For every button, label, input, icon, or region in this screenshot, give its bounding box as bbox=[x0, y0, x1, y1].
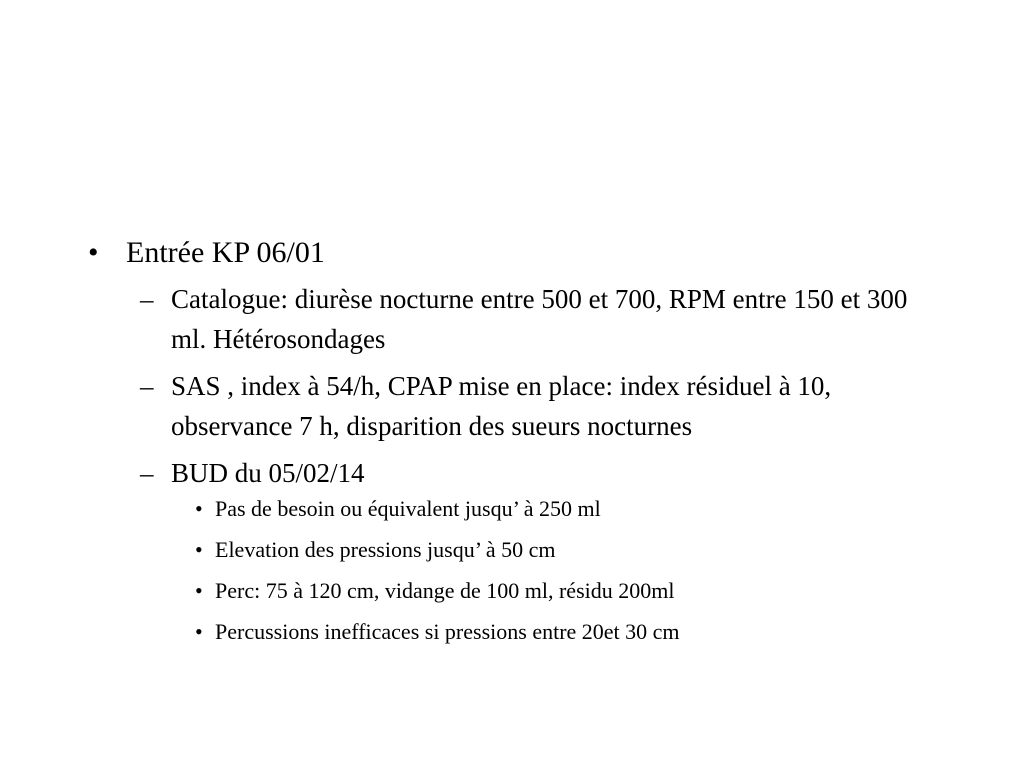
sub-sub-bullet-text: Perc: 75 à 120 cm, vidange de 100 ml, résidu 200ml bbox=[215, 578, 675, 603]
bullet-marker: • bbox=[195, 537, 203, 562]
sub-bullet-text: SAS , index à 54/h, CPAP mise en place: index résiduel à 10, observance 7 h, disparition des sueurs nocturnes bbox=[171, 371, 832, 441]
sub-sub-bullet-item bbox=[171, 577, 941, 604]
bullet-marker: • bbox=[195, 619, 203, 644]
sub-sub-bullet-text: Pas de besoin ou équivalent jusqu’ à 250 ml bbox=[215, 496, 601, 521]
sub-bullet-bud bbox=[126, 453, 941, 645]
bullet-marker: • bbox=[195, 496, 203, 521]
sub-bullet-text: Catalogue: diurèse nocturne entre 500 et 700, RPM entre 150 et 300 ml. Hétérosondages bbox=[171, 284, 908, 354]
sub-bullet-list bbox=[126, 279, 988, 645]
sub-bullet-sas bbox=[126, 366, 951, 446]
sub-bullet-catalogue bbox=[126, 279, 941, 359]
sub-sub-bullet-text: Percussions inefficaces si pressions entre 20et 30 cm bbox=[215, 619, 680, 644]
dash-marker: – bbox=[140, 458, 154, 488]
sub-sub-bullet-text: Elevation des pressions jusqu’ à 50 cm bbox=[215, 537, 556, 562]
dash-marker: – bbox=[140, 284, 154, 314]
sub-sub-bullet-item bbox=[171, 536, 941, 563]
bullet-item-entree bbox=[88, 233, 988, 645]
dash-marker: – bbox=[140, 371, 154, 401]
sub-sub-bullet-list bbox=[171, 495, 941, 645]
bullet-marker: • bbox=[195, 578, 203, 603]
bullet-marker: • bbox=[88, 236, 99, 269]
bullet-list bbox=[88, 233, 988, 659]
sub-sub-bullet-item bbox=[171, 618, 941, 645]
sub-sub-bullet-item bbox=[171, 495, 941, 522]
sub-bullet-text: BUD du 05/02/14 bbox=[171, 458, 365, 488]
bullet-text: Entrée KP 06/01 bbox=[126, 236, 325, 269]
